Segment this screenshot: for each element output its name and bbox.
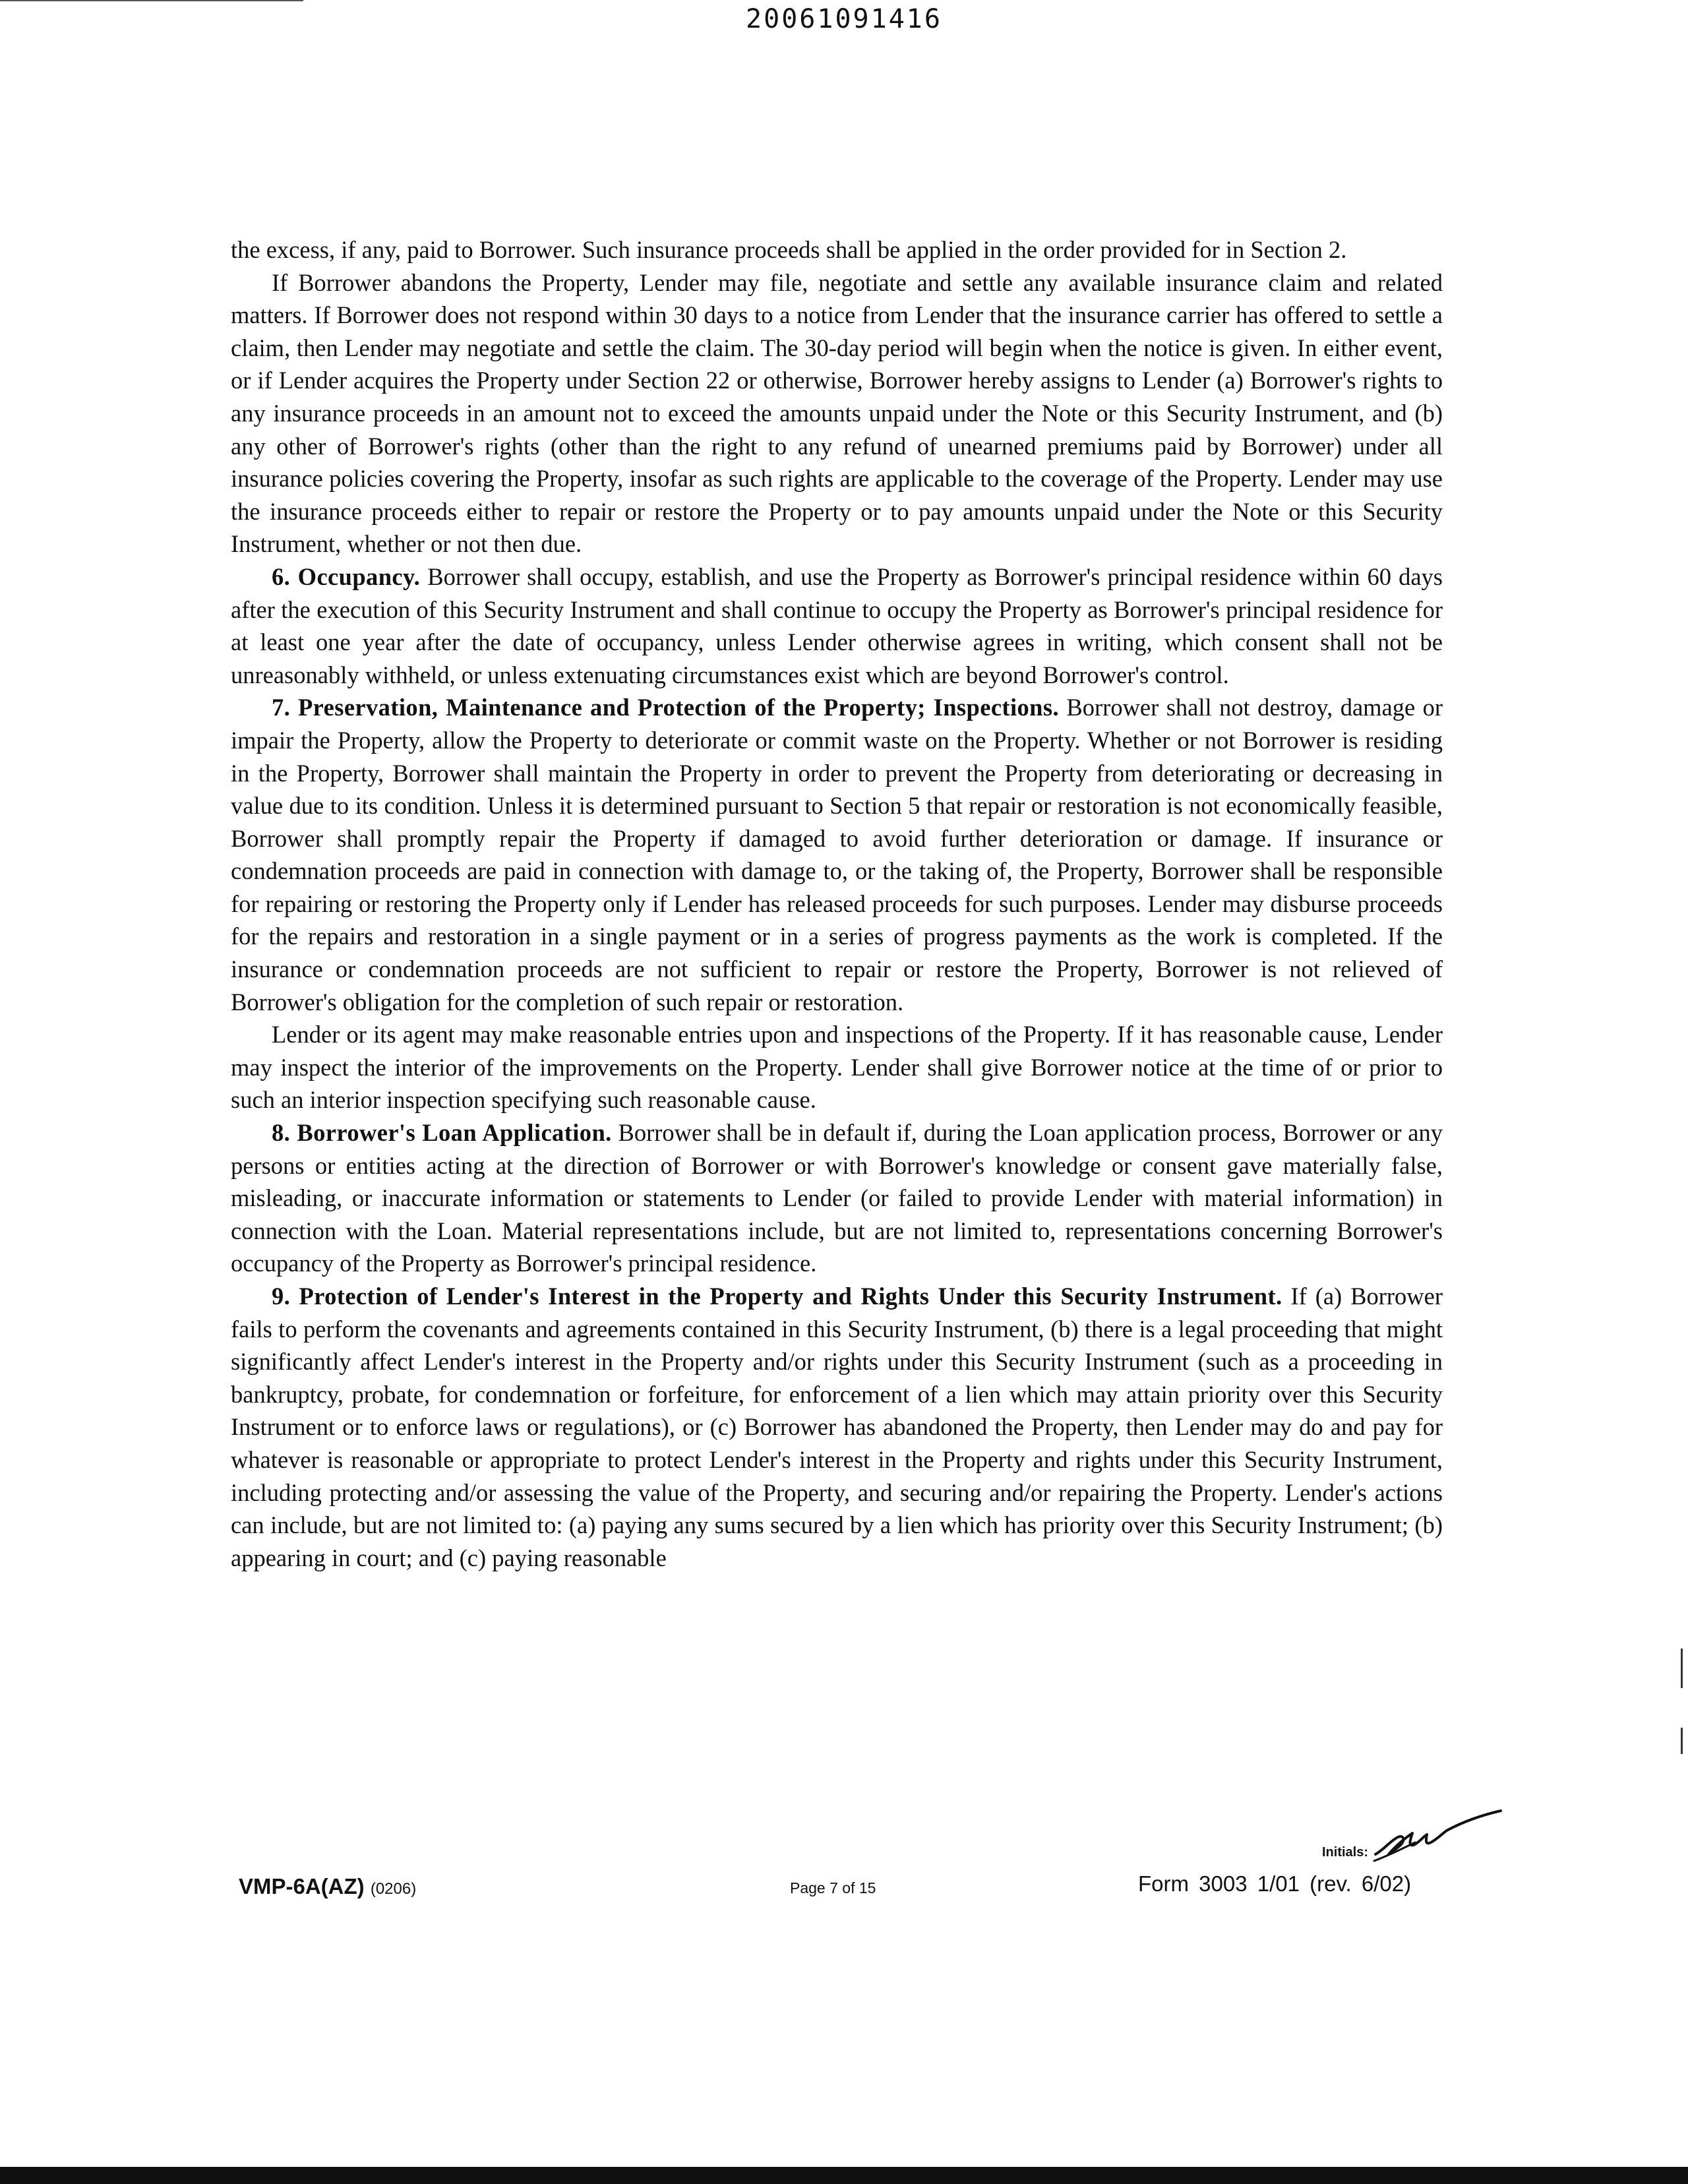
initials-signature: [1372, 1808, 1503, 1867]
paragraph-heading: 7. Preservation, Maintenance and Protection of the Property; Inspections.: [272, 694, 1060, 721]
paragraph-text: Borrower shall be in default if, during the Loan application process, Borrower or any persons or entities acting at the direction of Borrower or with Borrower's knowledge or consent gave materially false, misleading, or inaccurate information or statements to Lender (or failed to provide Lender with material information) in connection with the Loan. Material representations include, but are not limited to, representations concerning Borrower's occupancy of the Property as Borrower's principal residence.: [231, 1119, 1443, 1277]
scan-border-bottom: [0, 2167, 1688, 2184]
paragraph-text: If Borrower abandons the Property, Lender may file, negotiate and settle any available insurance claim and related matters. If Borrower does not respond within 30 days to a notice from Lender that the insurance carrier has offered to settle a claim, then Lender may negotiate and settle the claim. The 30-day period will begin when the notice is given. In either event, or if Lender acquires the Property under Section 22 or otherwise, Borrower hereby assigns to Lender (a) Borrower's rights to any insurance proceeds in an amount not to exceed the amounts unpaid under the Note or this Security Instrument, and (b) any other of Borrower's rights (other than the right to any refund of unearned premiums paid by Borrower) under all insurance policies covering the Property, insofar as such rights are applicable to the coverage of the Property. Lender may use the insurance proceeds either to repair or restore the Property or to pay amounts unpaid under the Note or this Security Instrument, whether or not then due.: [231, 268, 1443, 558]
paragraph-occupancy: [231, 561, 1443, 691]
paragraph-preservation: [231, 691, 1443, 1018]
paragraph: [231, 266, 1443, 561]
form-number: Form 3003 1/01 (rev. 6/02): [1138, 1871, 1412, 1896]
paragraph: [231, 233, 1443, 266]
page-number: Page 7 of 15: [790, 1879, 876, 1896]
form-code: [239, 1874, 416, 1899]
paragraph-text: the excess, if any, paid to Borrower. Such insurance proceeds shall be applied in the order provided for in Section 2.: [231, 236, 1347, 263]
paragraph: [231, 1018, 1443, 1116]
document-number: 20061091416: [746, 4, 942, 34]
form-code-suffix: (0206): [370, 1880, 417, 1898]
paragraph-text: Borrower shall occupy, establish, and use the Property as Borrower's principal residence within 60 days after the execution of this Security Instrument and shall continue to occupy the Property as Borrower's principal residence for at least one year after the date of occupancy, unless Lender otherwise agrees in writing, which consent shall not be unreasonably withheld, or unless extenuating circumstances exist which are beyond Borrower's control.: [231, 562, 1443, 688]
scan-artifact-top-line: [0, 0, 303, 1]
scan-artifact-right-mark: [1681, 1649, 1683, 1688]
paragraph-heading: 8. Borrower's Loan Application.: [272, 1119, 612, 1147]
document-body: [231, 233, 1443, 1574]
paragraph-loan-application: [231, 1116, 1443, 1280]
paragraph-text: Lender or its agent may make reasonable entries upon and inspections of the Property. If it has reasonable cause, Lender may inspect the interior of the improvements on the Property. Lender shall give Borrower notice at the time of or prior to such an interior inspection specifying such reasonable cause.: [231, 1021, 1443, 1114]
paragraph-text: Borrower shall not destroy, damage or impair the Property, allow the Property to deteriorate or commit waste on the Property. Whether or not Borrower is residing in the Property, Borrower shall maintain the Property in order to prevent the Property from deteriorating or decreasing in value due to its condition. Unless it is determined pursuant to Section 5 that repair or restoration is not economically feasible, Borrower shall promptly repair the Property if damaged to avoid further deterioration or damage. If insurance or condemnation proceeds are paid in connection with damage to, or the taking of, the Property, Borrower shall be responsible for repairing or restoring the Property only if Lender has released proceeds for such purposes. Lender may disburse proceeds for the repairs and restoration in a single payment or in a series of progress payments as the work is completed. If the insurance or condemnation proceeds are not sufficient to repair or restore the Property, Borrower is not relieved of Borrower's obligation for the completion of such repair or restoration.: [231, 694, 1443, 1016]
paragraph-heading: 9. Protection of Lender's Interest in the Property and Rights Under this Security Instrument.: [272, 1283, 1282, 1310]
form-code-main: VMP-6A(AZ): [239, 1874, 365, 1898]
scan-artifact-right-mark: [1681, 1728, 1683, 1754]
initials-label: Initials:: [1322, 1845, 1369, 1860]
paragraph-text: If (a) Borrower fails to perform the covenants and agreements contained in this Security Instrument, (b) there is a legal proceeding that might significantly affect Lender's interest in the Property and/or rights under this Security Instrument (such as a proceeding in bankruptcy, probate, for condemnation or forfeiture, for enforcement of a lien which may attain priority over this Security Instrument or to enforce laws or regulations), or (c) Borrower has abandoned the Property, then Lender may do and pay for whatever is reasonable or appropriate to protect Lender's interest in the Property and rights under this Security Instrument, including protecting and/or assessing the value of the Property, and securing and/or repairing the Property. Lender's actions can include, but are not limited to: (a) paying any sums secured by a lien which has priority over this Security Instrument; (b) appearing in court; and (c) paying reasonable: [231, 1283, 1443, 1571]
paragraph-protection: [231, 1280, 1443, 1574]
paragraph-heading: 6. Occupancy.: [272, 562, 421, 590]
